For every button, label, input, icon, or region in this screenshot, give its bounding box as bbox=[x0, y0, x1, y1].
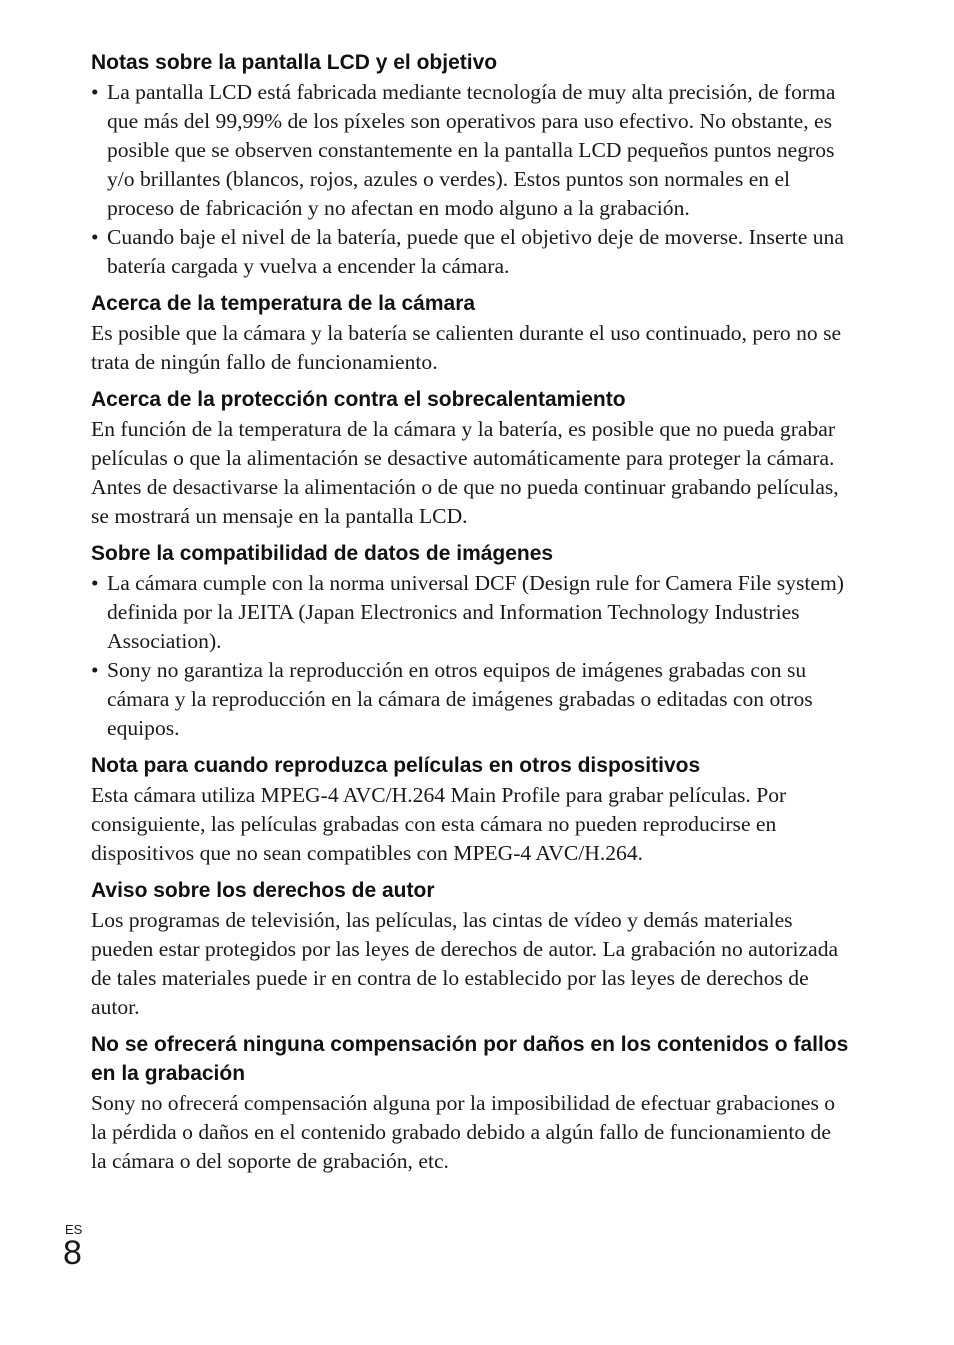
bullet-item: • Sony no garantiza la reproducción en otros equipos de imágenes grabadas con su cámara y la reproducción en la cámara de imágenes grabadas o editadas con otros equipos. bbox=[91, 656, 851, 743]
section-compensation bbox=[91, 1030, 851, 1176]
page-number: 8 bbox=[63, 1234, 82, 1272]
section-title: Notas sobre la pantalla LCD y el objetivo bbox=[91, 51, 498, 74]
paragraph: Esta cámara utiliza MPEG-4 AVC/H.264 Main Profile para grabar películas. Por consiguiente, las películas grabadas con esta cámara no pueden reproducirse en dispositivos que no sean compatibles con MPEG-4 AVC/H.264. bbox=[91, 783, 787, 865]
section-title: Acerca de la temperatura de la cámara bbox=[91, 292, 476, 315]
section-temperature bbox=[91, 289, 851, 377]
section-title: No se ofrecerá ninguna compensación por daños en los contenidos o fallos en la grabación bbox=[91, 1033, 849, 1085]
paragraph: En función de la temperatura de la cámara y la batería, es posible que no pueda grabar películas o que la alimentación se desactive automáticamente para proteger la cámara. bbox=[91, 417, 836, 470]
paragraph: Antes de desactivarse la alimentación o de que no pueda continuar grabando películas, se mostrará un mensaje en la pantalla LCD. bbox=[91, 475, 839, 528]
section-title: Aviso sobre los derechos de autor bbox=[91, 879, 435, 902]
paragraph: Los programas de televisión, las películas, las cintas de vídeo y demás materiales pueden estar protegidos por las leyes de derechos de autor. La grabación no autorizada de tales materiales puede ir en contra de lo establecido por las leyes de derechos de autor. bbox=[91, 908, 839, 1019]
section-title: Sobre la compatibilidad de datos de imágenes bbox=[91, 542, 554, 565]
section-title: Nota para cuando reproduzca películas en otros dispositivos bbox=[91, 754, 701, 777]
section-lcd-lens bbox=[91, 48, 851, 281]
paragraph: Es posible que la cámara y la batería se calienten durante el uso continuado, pero no se trata de ningún fallo de funcionamiento. bbox=[91, 321, 842, 374]
bullet-list bbox=[91, 78, 851, 281]
page-language-label: ES bbox=[65, 1222, 83, 1237]
section-overheating bbox=[91, 385, 851, 531]
document-body bbox=[91, 48, 851, 1184]
section-title: Acerca de la protección contra el sobrecalentamiento bbox=[91, 388, 626, 411]
section-compatibility bbox=[91, 539, 851, 743]
bullet-item: • La pantalla LCD está fabricada mediante tecnología de muy alta precisión, de forma que más del 99,99% de los píxeles son operativos para uso efectivo. No obstante, es posible que se observen constantemente en la pantalla LCD pequeños puntos negros y/o brillantes (blancos, rojos, azules o verdes). Estos puntos son normales en el proceso de fabricación y no afectan en modo alguno a la grabación. bbox=[91, 78, 851, 223]
section-playback-devices bbox=[91, 751, 851, 868]
paragraph: Sony no ofrecerá compensación alguna por la imposibilidad de efectuar grabaciones o la pérdida o daños en el contenido grabado debido a algún fallo de funcionamiento de la cámara o del soporte de grabación, etc. bbox=[91, 1091, 836, 1173]
bullet-item: • Cuando baje el nivel de la batería, puede que el objetivo deje de moverse. Inserte una batería cargada y vuelva a encender la cámara. bbox=[91, 223, 851, 281]
bullet-item: • La cámara cumple con la norma universal DCF (Design rule for Camera File system) definida por la JEITA (Japan Electronics and Information Technology Industries Association). bbox=[91, 569, 851, 656]
section-copyright bbox=[91, 876, 851, 1022]
bullet-list bbox=[91, 569, 851, 743]
